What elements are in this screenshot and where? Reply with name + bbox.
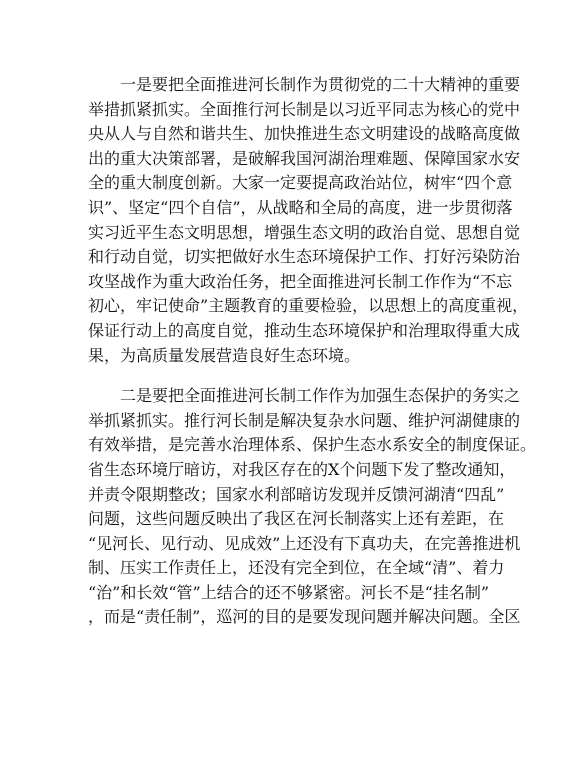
text-line: 省生态环境厅暗访，对我区存在的X个问题下发了整改通知，	[88, 459, 516, 479]
text-line: 出的重大决策部署，是破解我国河湖治理难题、保障国家水安	[88, 148, 521, 168]
paragraph-1	[88, 73, 529, 368]
text-line: 举措抓紧抓实。全面推行河长制是以习近平同志为核心的党中	[88, 99, 521, 119]
text-line: 制、压实工作责任上，还没有完全到位，在全域“清”、着力	[88, 558, 505, 578]
text-line: 全的重大制度创新。大家一定要提高政治站位，树牢“四个意	[88, 173, 513, 193]
paragraph-2	[88, 384, 537, 630]
text-line: ，而是“责任制”，巡河的目的是要发现问题并解决问题。全区	[88, 607, 521, 627]
text-line: 二是要把全面推进河长制工作作为加强生态保护的务实之	[120, 386, 521, 406]
document-body	[88, 73, 537, 630]
text-line: 实习近平生态文明思想，增强生态文明的政治自觉、思想自觉	[88, 222, 521, 242]
text-line: 识”、坚定“四个自信”，从战略和全局的高度，进一步贯彻落	[88, 197, 513, 217]
text-line: 一是要把全面推进河长制作为贯彻党的二十大精神的重要	[120, 75, 521, 94]
text-line: “见河长、见行动、见成效”上还没有下真功夫，在完善推进机	[88, 533, 521, 553]
text-line: “治”和长效“管”上结合的还不够紧密。河长不是“挂名制”	[88, 582, 490, 602]
text-line: 攻坚战作为重大政治任务，把全面推进河长制工作作为“不忘	[88, 271, 513, 291]
text-line: 初心，牢记使命”主题教育的重要检验，以思想上的高度重视，	[88, 296, 529, 316]
text-line: 问题，这些问题反映出了我区在河长制落实上还有差距，在	[88, 509, 505, 529]
paragraph-spacer	[88, 368, 506, 384]
text-line: 并责令限期整改；国家水利部暗访发现并反馈河湖清“四乱”	[88, 484, 505, 504]
text-line: 保证行动上的高度自觉，推动生态环境保护和治理取得重大成	[88, 320, 521, 340]
text-line: 有效举措，是完善水治理体系、保护生态水系安全的制度保证。	[88, 435, 537, 455]
text-line: 果，为高质量发展营造良好生态环境。	[88, 345, 361, 365]
text-line: 和行动自觉，切实把做好水生态环境保护工作、打好污染防治	[88, 247, 521, 267]
text-line: 举抓紧抓实。推行河长制是解决复杂水问题、维护河湖健康的	[88, 410, 521, 430]
text-line: 央从人与自然和谐共生、加快推进生态文明建设的战略高度做	[88, 124, 521, 144]
